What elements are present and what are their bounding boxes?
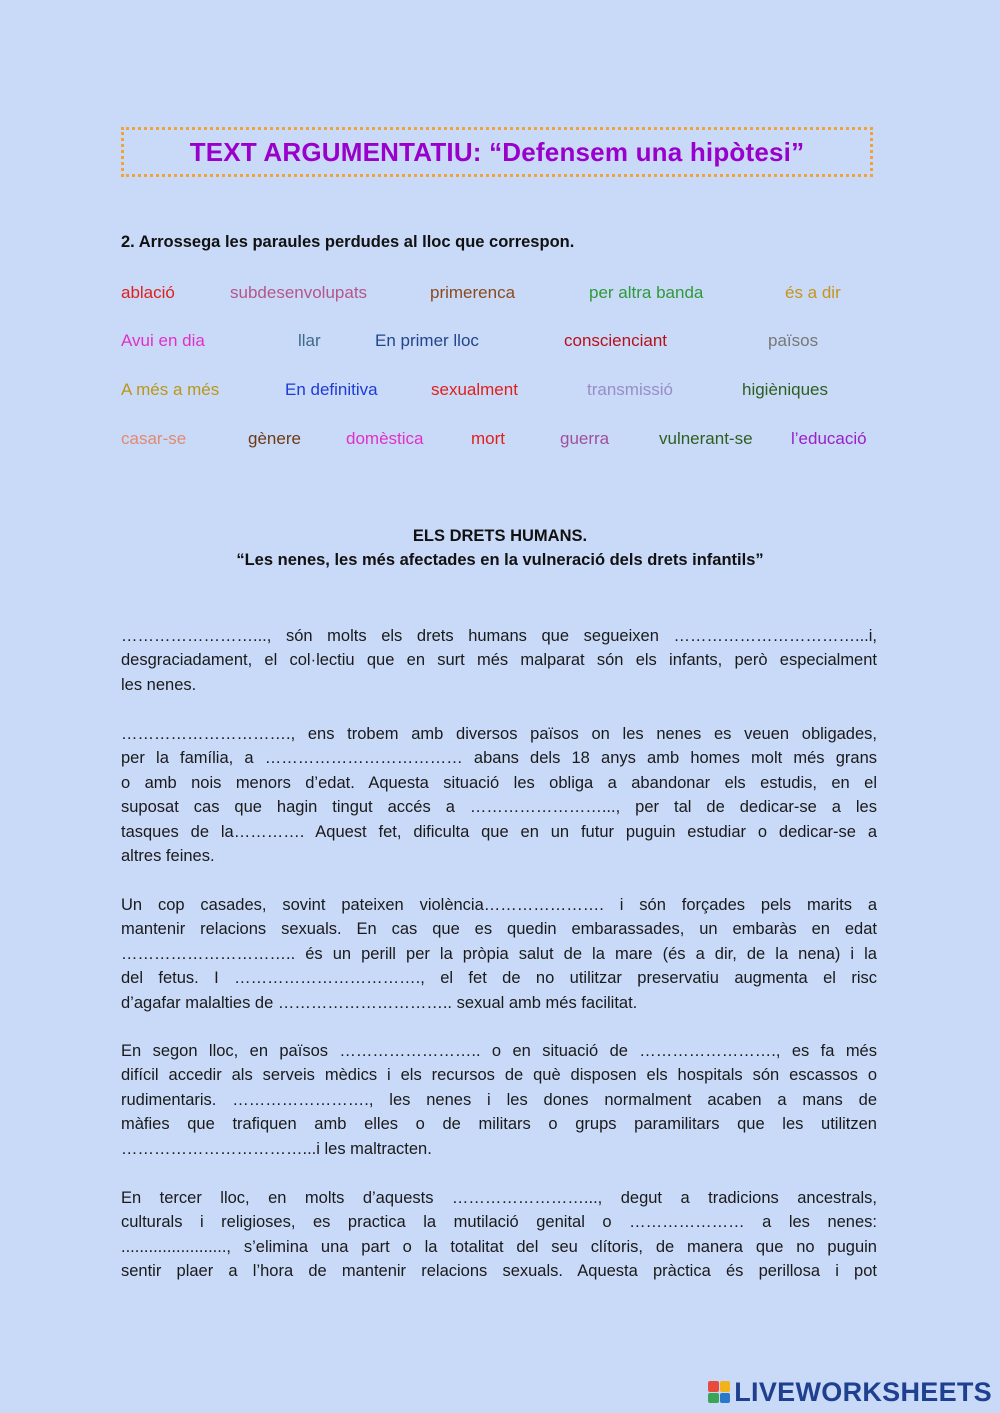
draggable-word[interactable]: subdesenvolupats [230,283,368,302]
draggable-word[interactable]: és a dir [785,283,841,302]
paragraph-line: En segon lloc, en països …………………….. o en situació de ……………………., es fa més [121,1042,877,1060]
draggable-word[interactable]: per altra banda [589,283,704,302]
paragraph-line: del fetus. I ……………………………., el fet de no utilitzar preservatiu augmenta el risc [121,969,877,988]
document-paragraph [121,624,877,697]
draggable-word[interactable]: casar-se [121,429,187,448]
paragraph-line: les nenes. [121,675,197,694]
document-paragraph [121,1039,877,1161]
paragraph-line: suposat cas que hagin tingut accés a ……………………..., per tal de dedicar-se a les [121,798,877,817]
paragraph-line: …………………………., ens trobem amb diversos països on les nenes es veuen obligades, [121,725,877,743]
paragraph-line: tasques de la…………. Aquest fet, dificulta que en un futur puguin estudiar o dedicar-se a [121,822,877,841]
document-paragraph [121,893,877,1015]
paragraph-line: ......................., s’elimina una part o la totalitat del seu clítoris, de manera que no puguin [121,1237,877,1256]
document-subheading: “Les nenes, les més afectades en la vulneració dels drets infantils” [236,551,764,569]
paragraph-line: Un cop casades, sovint pateixen violència…………………. i són forçades pels marits a [121,896,877,914]
draggable-word[interactable]: conscienciant [564,331,668,350]
paragraph-line: mantenir relacions sexuals. En cas que es quedin embarassades, un embaràs en edat [121,920,877,939]
paragraph-line: o amb nois menors d’edat. Aquesta situació les obliga a abandonar els estudis, en el [121,773,877,792]
paragraph-line: desgraciadament, el col·lectiu que en surt més malparat són els infants, però especialment [121,651,877,670]
draggable-word[interactable]: llar [298,331,321,350]
draggable-word[interactable]: Avui en dia [121,331,205,350]
draggable-word[interactable]: En primer lloc [375,331,479,350]
paragraph-line: En tercer lloc, en molts d’aquests ……………………..., degut a tradicions ancestrals, [121,1189,877,1207]
draggable-word[interactable]: domèstica [346,429,424,448]
draggable-word[interactable]: primerenca [430,283,516,302]
paragraph-line: ………………………….. és un perill per la pròpia salut de la mare (és a dir, de la nena) i la [121,944,877,963]
draggable-word[interactable]: sexualment [431,380,518,399]
draggable-word[interactable]: transmissió [587,380,673,399]
document-heading: ELS DRETS HUMANS. [412,527,588,545]
draggable-word[interactable]: ablació [121,283,175,302]
logo-text: LIVEWORKSHEETS [734,1376,992,1407]
document-paragraph [121,722,877,868]
draggable-word[interactable]: higièniques [742,380,829,399]
draggable-word[interactable]: països [768,331,819,350]
draggable-word[interactable]: A més a més [121,380,220,399]
paragraph-line: culturals i religioses, es practica la mutilació genital o ………………… a les nenes: [121,1213,877,1232]
paragraph-line: ……………………..., són molts els drets humans que segueixen ……………………………...i, [121,627,877,645]
paragraph-line: difícil accedir als serveis mèdics i els recursos de què disposen els hospitals són escassos o [121,1066,877,1085]
instruction-text: 2. Arrossega les paraules perdudes al lloc que correspon. [121,233,575,251]
draggable-word[interactable]: gènere [248,429,301,448]
paragraph-line: per la família, a ……………………………… abans dels 18 anys amb homes molt més grans [121,749,877,768]
draggable-word[interactable]: mort [471,429,505,448]
paragraph-line: d’agafar malalties de ………………………….. sexual amb més facilitat. [121,993,638,1012]
paragraph-line: sentir plaer a l’hora de mantenir relacions sexuals. Aquesta pràctica és perillosa i pot [121,1262,877,1281]
draggable-word[interactable]: En definitiva [285,380,378,399]
document-paragraph [121,1186,877,1284]
draggable-word[interactable]: guerra [560,429,610,448]
draggable-word[interactable]: l’educació [791,429,867,448]
liveworksheets-logo [708,1376,992,1407]
draggable-word[interactable]: vulnerant-se [659,429,753,448]
paragraph-line: altres feines. [121,847,215,866]
paragraph-line: ……………………………...i les maltracten. [121,1139,432,1158]
page-title: TEXT ARGUMENTATIU: “Defensem una hipòtesi” [189,136,805,167]
title-banner [121,127,873,177]
paragraph-line: rudimentaris. ……………………., les nenes i les dones normalment acaben a mans de [121,1090,877,1109]
paragraph-line: màfies que trafiquen amb elles o de militars o grups paramilitars que les utilitzen [121,1115,877,1134]
logo-icon [708,1381,730,1403]
